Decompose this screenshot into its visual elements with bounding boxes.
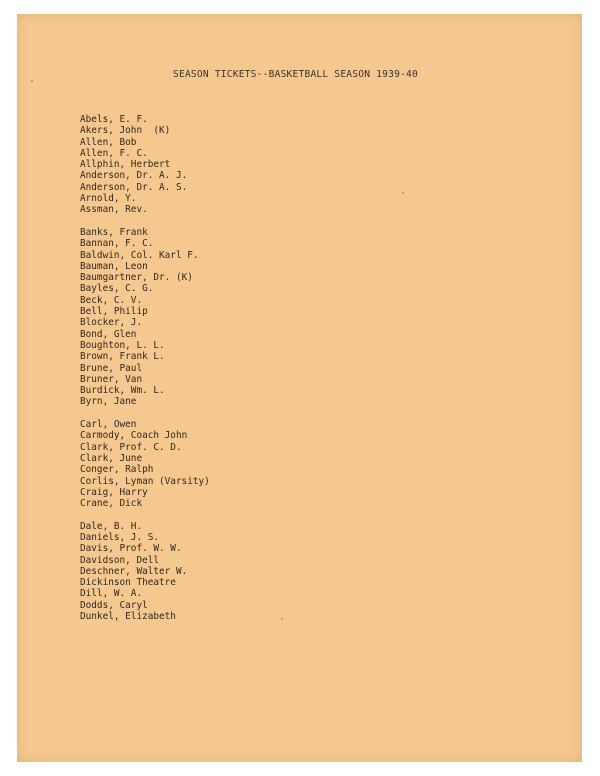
- name-entry: Anderson, Dr. A. J.: [80, 170, 188, 182]
- paper-speck: [31, 80, 33, 82]
- name-entry: Assman, Rev.: [80, 204, 148, 216]
- paper-speck: [402, 192, 404, 194]
- name-entry: Dodds, Caryl: [80, 599, 148, 611]
- name-entry: Clark, June: [80, 452, 143, 464]
- name-entry: Arnold, Y.: [80, 193, 137, 205]
- name-entry: Akers, John (K): [80, 125, 171, 137]
- name-entry: Allen, F. C.: [80, 147, 148, 159]
- name-entry: Craig, Harry: [80, 486, 148, 498]
- name-entry: Baldwin, Col. Karl F.: [80, 249, 199, 261]
- name-entry: Daniels, J. S.: [80, 531, 160, 543]
- name-entry: Dunkel, Elizabeth: [80, 611, 176, 623]
- name-entry: Banks, Frank: [80, 226, 148, 238]
- name-entry: Allen, Bob: [80, 136, 137, 148]
- name-entry: Baumgartner, Dr. (K): [80, 272, 193, 284]
- name-group: [80, 227, 210, 408]
- name-entry: Crane, Dick: [80, 498, 143, 510]
- name-entry: Abels, E. F.: [80, 114, 148, 125]
- name-entry: Anderson, Dr. A. S.: [80, 181, 188, 193]
- document-page: [17, 14, 582, 762]
- name-entry: Bannan, F. C.: [80, 238, 154, 250]
- name-entry: Davis, Prof. W. W.: [80, 543, 182, 555]
- name-entry: Carl, Owen: [80, 419, 137, 431]
- name-entry: Brune, Paul: [80, 362, 143, 374]
- name-entry: Allphin, Herbert: [80, 159, 171, 171]
- name-entry: Bond, Glen: [80, 328, 137, 340]
- name-entry: Conger, Ralph: [80, 464, 154, 476]
- name-entry: Bauman, Leon: [80, 260, 148, 272]
- name-group: [80, 419, 210, 509]
- document-title: SEASON TICKETS--BASKETBALL SEASON 1939-40: [173, 69, 419, 80]
- name-entry: Brown, Frank L.: [80, 351, 165, 363]
- name-entry: Beck, C. V.: [80, 294, 143, 306]
- name-entry: Dill, W. A.: [80, 588, 143, 600]
- name-entry: Carmody, Coach John: [80, 430, 188, 442]
- name-group: [80, 114, 210, 216]
- name-entry: Byrn, Jane: [80, 396, 137, 408]
- name-entry: Bell, Philip: [80, 306, 148, 318]
- name-entry: Clark, Prof. C. D.: [80, 441, 182, 453]
- name-entry: Dale, B. H.: [80, 520, 143, 532]
- name-entry: Boughton, L. L.: [80, 339, 165, 351]
- name-entry: Davidson, Dell: [80, 554, 160, 566]
- name-entry: Burdick, Wm. L.: [80, 385, 165, 397]
- name-group: [80, 521, 210, 623]
- name-entry: Dickinson Theatre: [80, 577, 176, 589]
- paper-speck: [281, 618, 283, 620]
- name-list: [80, 114, 210, 634]
- name-entry: Bayles, C. G.: [80, 283, 154, 295]
- name-entry: Blocker, J.: [80, 317, 143, 329]
- name-entry: Deschner, Walter W.: [80, 565, 188, 577]
- name-entry: Corlis, Lyman (Varsity): [80, 475, 210, 487]
- name-entry: Bruner, Van: [80, 373, 143, 385]
